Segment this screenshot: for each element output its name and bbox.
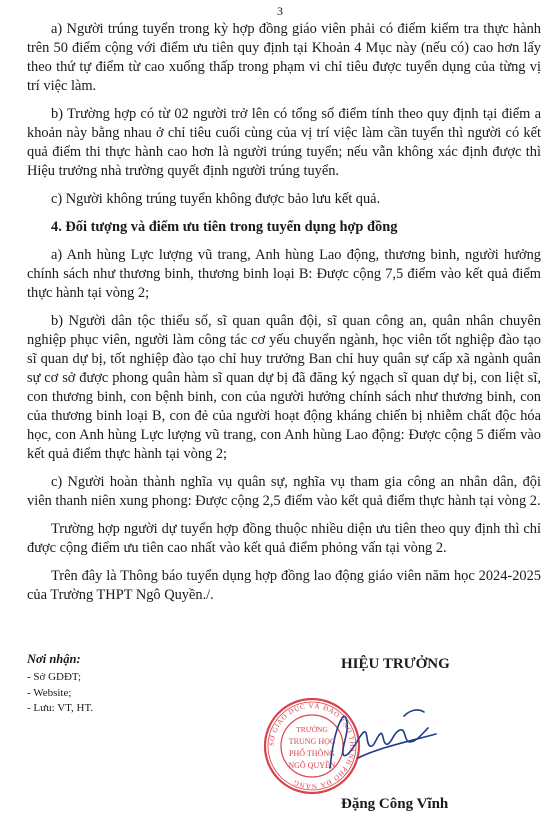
signer-name: Đặng Công Vĩnh [341, 796, 449, 812]
recipient-item: - Lưu: VT, HT. [27, 702, 94, 714]
svg-text:PHỔ THÔNG: PHỔ THÔNG [289, 749, 335, 758]
paragraph-a: a) Người trúng tuyển trong kỳ hợp đồng giáo viên phải có điểm kiểm tra thực hành trên 50 điểm cộng với điểm ưu tiên quy định tại Khoản 4 Mục này (nếu có) cao hơn lấy theo thứ tự điểm từ cao xuống thấp trong phạm vi chỉ tiêu được tuyển dụng của từng vị trí việc làm. [27, 21, 541, 94]
section-heading: 4. Đối tượng và điểm ưu tiên trong tuyển dụng hợp đồng [51, 219, 398, 235]
svg-text:TRƯỜNG: TRƯỜNG [296, 725, 328, 734]
paragraph-c: c) Người không trúng tuyển không được bảo lưu kết quả. [51, 191, 381, 207]
recipient-item: - Sở GDĐT; [27, 671, 82, 683]
recipients-list [27, 670, 93, 717]
recipient-item: - Website; [27, 686, 72, 699]
paragraph-b: b) Trường hợp có từ 02 người trở lên có tổng số điểm tính theo quy định tại điểm a khoản này bằng nhau ở chỉ tiêu cuối cùng của vị trí việc làm cần tuyển thì người có kết quả điểm thi thực hành cao hơn là người trúng tuyển; nếu vẫn không xác định được thì Hiệu trưởng nhà trường quyết định người trúng tuyển. [27, 106, 541, 179]
multiple-priority-note: Trường hợp người dự tuyển hợp đồng thuộc nhiều diện ưu tiên theo quy định thì chỉ được cộng điểm ưu tiên cao nhất vào kết quả điểm phỏng vấn tại vòng 2. [27, 521, 541, 556]
priority-c: c) Người hoàn thành nghĩa vụ quân sự, nghĩa vụ tham gia công an nhân dân, đội viên thanh niên xung phong: Được cộng 2,5 điểm vào kết quả điểm thực hành tại vòng 2. [27, 474, 541, 509]
recipients-title: Nơi nhận: [27, 652, 81, 666]
closing-statement: Trên đây là Thông báo tuyển dụng hợp đồng lao động giáo viên năm học 2024-2025 của Trường THPT Ngô Quyền./. [27, 568, 541, 603]
svg-text:NGÔ QUYỀN: NGÔ QUYỀN [288, 761, 336, 770]
signature-title: HIỆU TRƯỞNG [341, 656, 450, 672]
document-body [27, 20, 541, 614]
page-number: 3 [277, 4, 283, 18]
priority-b: b) Người dân tộc thiểu số, sĩ quan quân đội, sĩ quan công an, quân nhân chuyên nghiệp phục viên, người làm công tác cơ yếu chuyển ngành, học viên tốt nghiệp đào tạo sĩ quan dự bị, tốt nghiệp đào tạo chỉ huy trưởng Ban chỉ huy quân sự cấp xã ngành quân sự cơ sở được phong quân hàm sĩ quan dự bị đã đăng ký ngạch sĩ quan dự bị, con liệt sĩ, con thương binh, con bệnh binh, con của người hưởng chính sách như thương binh, con của thương binh loại B, con đẻ của người hoạt động kháng chiến bị nhiễm chất độc hóa học, con Anh hùng Lực lượng vũ trang, con Anh hùng Lao động: Được cộng 5 điểm vào kết quả điểm thực hành tại vòng 2; [27, 313, 541, 462]
svg-text:SỞ GIÁO DỤC VÀ ĐÀO TẠO THÀNH P: SỞ GIÁO DỤC VÀ ĐÀO TẠO THÀNH PHỐ ĐÀ NẴNG [267, 701, 357, 791]
svg-text:TRUNG HỌC: TRUNG HỌC [288, 737, 336, 746]
document-footer [0, 650, 560, 828]
handwritten-signature [318, 688, 448, 783]
priority-a: a) Anh hùng Lực lượng vũ trang, Anh hùng Lao động, thương binh, người hưởng chính sách như thương binh, thương binh loại B: Được cộng 7,5 điểm vào kết quả điểm thực hành tại vòng 2; [27, 247, 541, 301]
